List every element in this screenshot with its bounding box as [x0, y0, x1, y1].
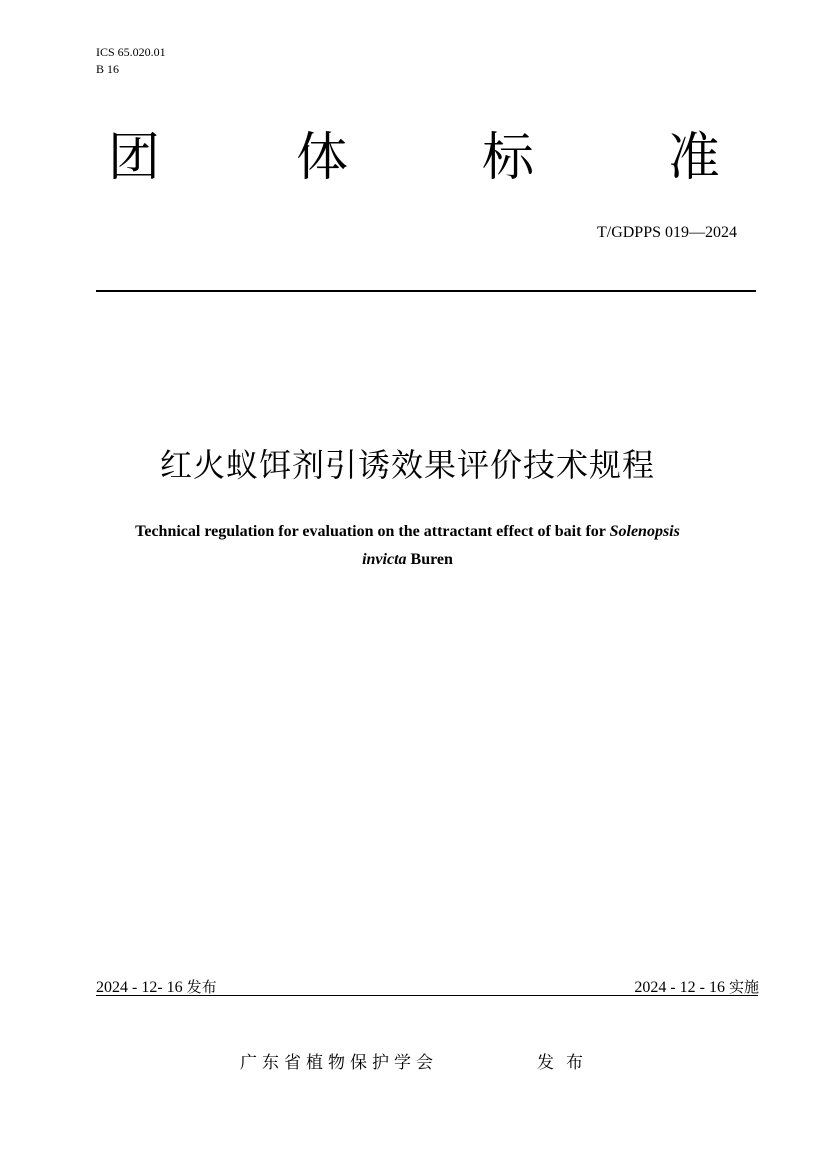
english-title-author: Buren [406, 551, 453, 568]
title-char: 准 [668, 128, 721, 188]
publish-date-label: 发布 [186, 978, 217, 996]
document-type-title [108, 128, 728, 188]
publish-action: 发布 [537, 1053, 595, 1073]
chinese-title: 红火蚁饵剂引诱效果评价技术规程 [159, 446, 655, 484]
implement-date-label: 实施 [728, 978, 759, 996]
ics-classification [96, 44, 166, 78]
title-char: 体 [296, 128, 349, 188]
english-title [40, 518, 775, 574]
english-title-genus: Solenopsis [609, 523, 680, 540]
standard-number: T/GDPPS 019—2024 [596, 224, 737, 241]
english-title-text: Technical regulation for evaluation on the attractant effect of bait for [135, 523, 610, 540]
ics-code: ICS 65.020.01 [96, 45, 166, 59]
ccs-code: B 16 [96, 62, 120, 76]
implement-date [634, 976, 759, 997]
publish-date [96, 976, 217, 997]
title-char: 标 [482, 128, 535, 188]
title-char: 团 [108, 128, 161, 188]
implement-date-value: 2024 - 12 - 16 [634, 979, 725, 996]
publish-date-value: 2024 - 12- 16 [96, 979, 183, 996]
header-divider [96, 290, 756, 292]
english-title-species: invicta [362, 551, 407, 568]
date-divider [96, 995, 758, 996]
publisher-name: 广东省植物保护学会 [240, 1053, 438, 1073]
